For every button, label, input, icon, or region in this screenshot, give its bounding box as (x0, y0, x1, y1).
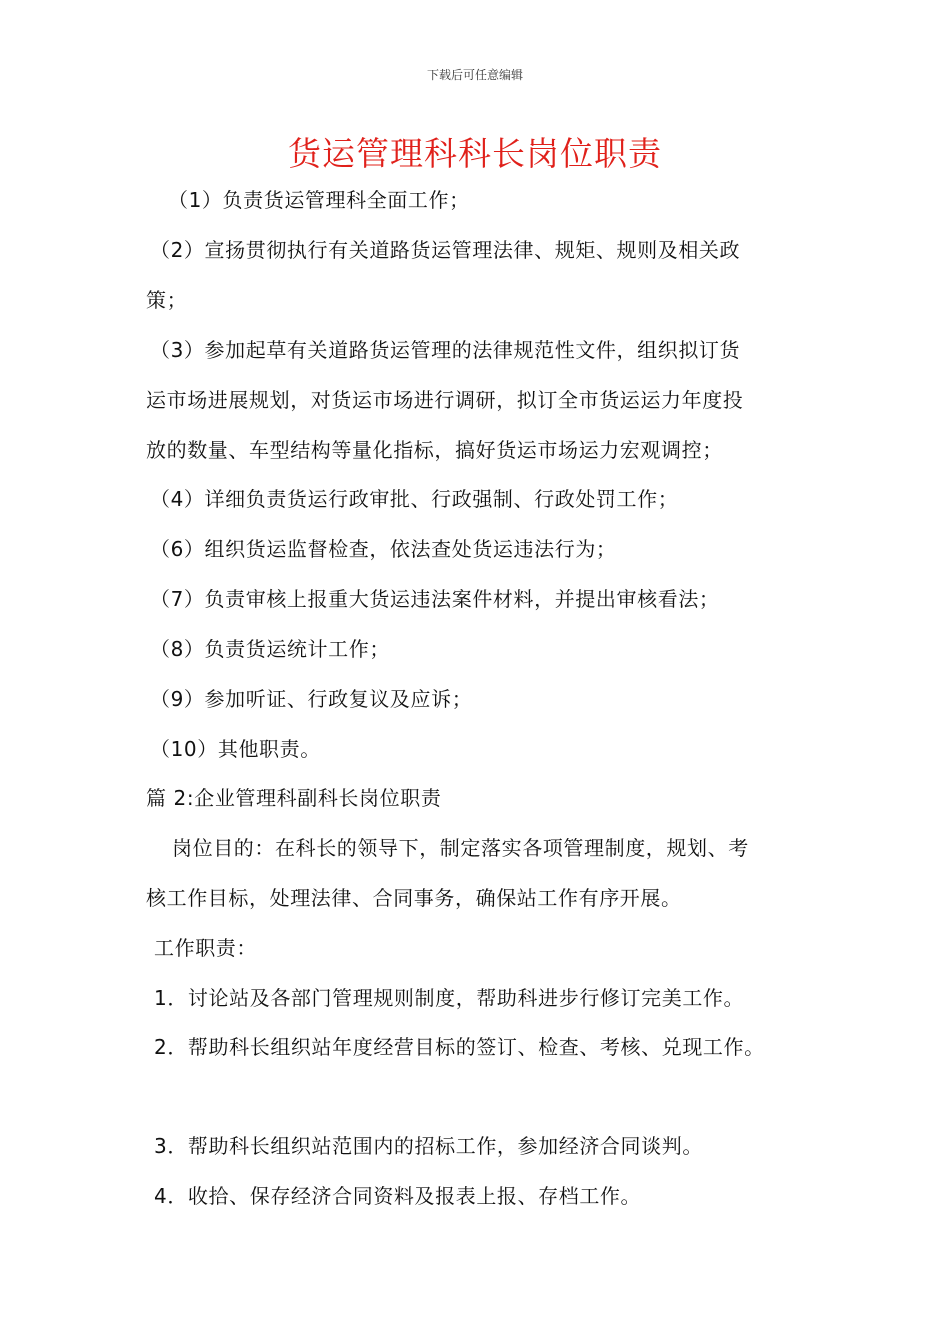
paragraph-line: 策； (146, 288, 188, 312)
paragraph-line: （3）参加起草有关道路货运管理的法律规范性文件，组织拟订货 (150, 338, 741, 362)
paragraph-line: 工作职责： (154, 936, 257, 960)
list-item: 2．帮助科长组织站年度经营目标的签订、检查、考核、兑现工作。 (154, 1035, 765, 1059)
paragraph-line: （2）宣扬贯彻执行有关道路货运管理法律、规矩、规则及相关政 (150, 238, 741, 262)
section-heading: 篇 2:企业管理科副科长岗位职责 (146, 786, 442, 810)
document-title: 货运管理科科长岗位职责 (288, 134, 662, 173)
paragraph-line: 放的数量、车型结构等量化指标，搞好货运市场运力宏观调控； (146, 438, 723, 462)
paragraph-line: （9）参加听证、行政复议及应诉； (150, 687, 473, 711)
paragraph-line: （4）详细负责货运行政审批、行政强制、行政处罚工作； (150, 487, 679, 511)
paragraph-line: （1）负责货运管理科全面工作； (168, 188, 470, 212)
paragraph-line: 核工作目标，处理法律、合同事务，确保站工作有序开展。 (146, 886, 682, 910)
paragraph-line: （6）组织货运监督检查，依法查处货运违法行为； (150, 537, 617, 561)
header-note: 下载后可任意编辑 (426, 68, 523, 82)
paragraph-line: （8）负责货运统计工作； (150, 637, 390, 661)
paragraph-line: 运市场进展规划，对货运市场进行调研，拟订全市货运运力年度投 (146, 388, 744, 412)
list-item: 1．讨论站及各部门管理规则制度，帮助科进步行修订完美工作。 (154, 986, 745, 1010)
paragraph-line: 岗位目的：在科长的领导下，制定落实各项管理制度，规划、考 (172, 836, 749, 860)
paragraph-line: （10）其他职责。 (150, 737, 321, 761)
list-item: 4．收拾、保存经济合同资料及报表上报、存档工作。 (154, 1184, 642, 1208)
paragraph-line: （7）负责审核上报重大货运违法案件材料，并提出审核看法； (150, 587, 720, 611)
list-item: 3．帮助科长组织站范围内的招标工作，参加经济合同谈判。 (154, 1134, 703, 1158)
